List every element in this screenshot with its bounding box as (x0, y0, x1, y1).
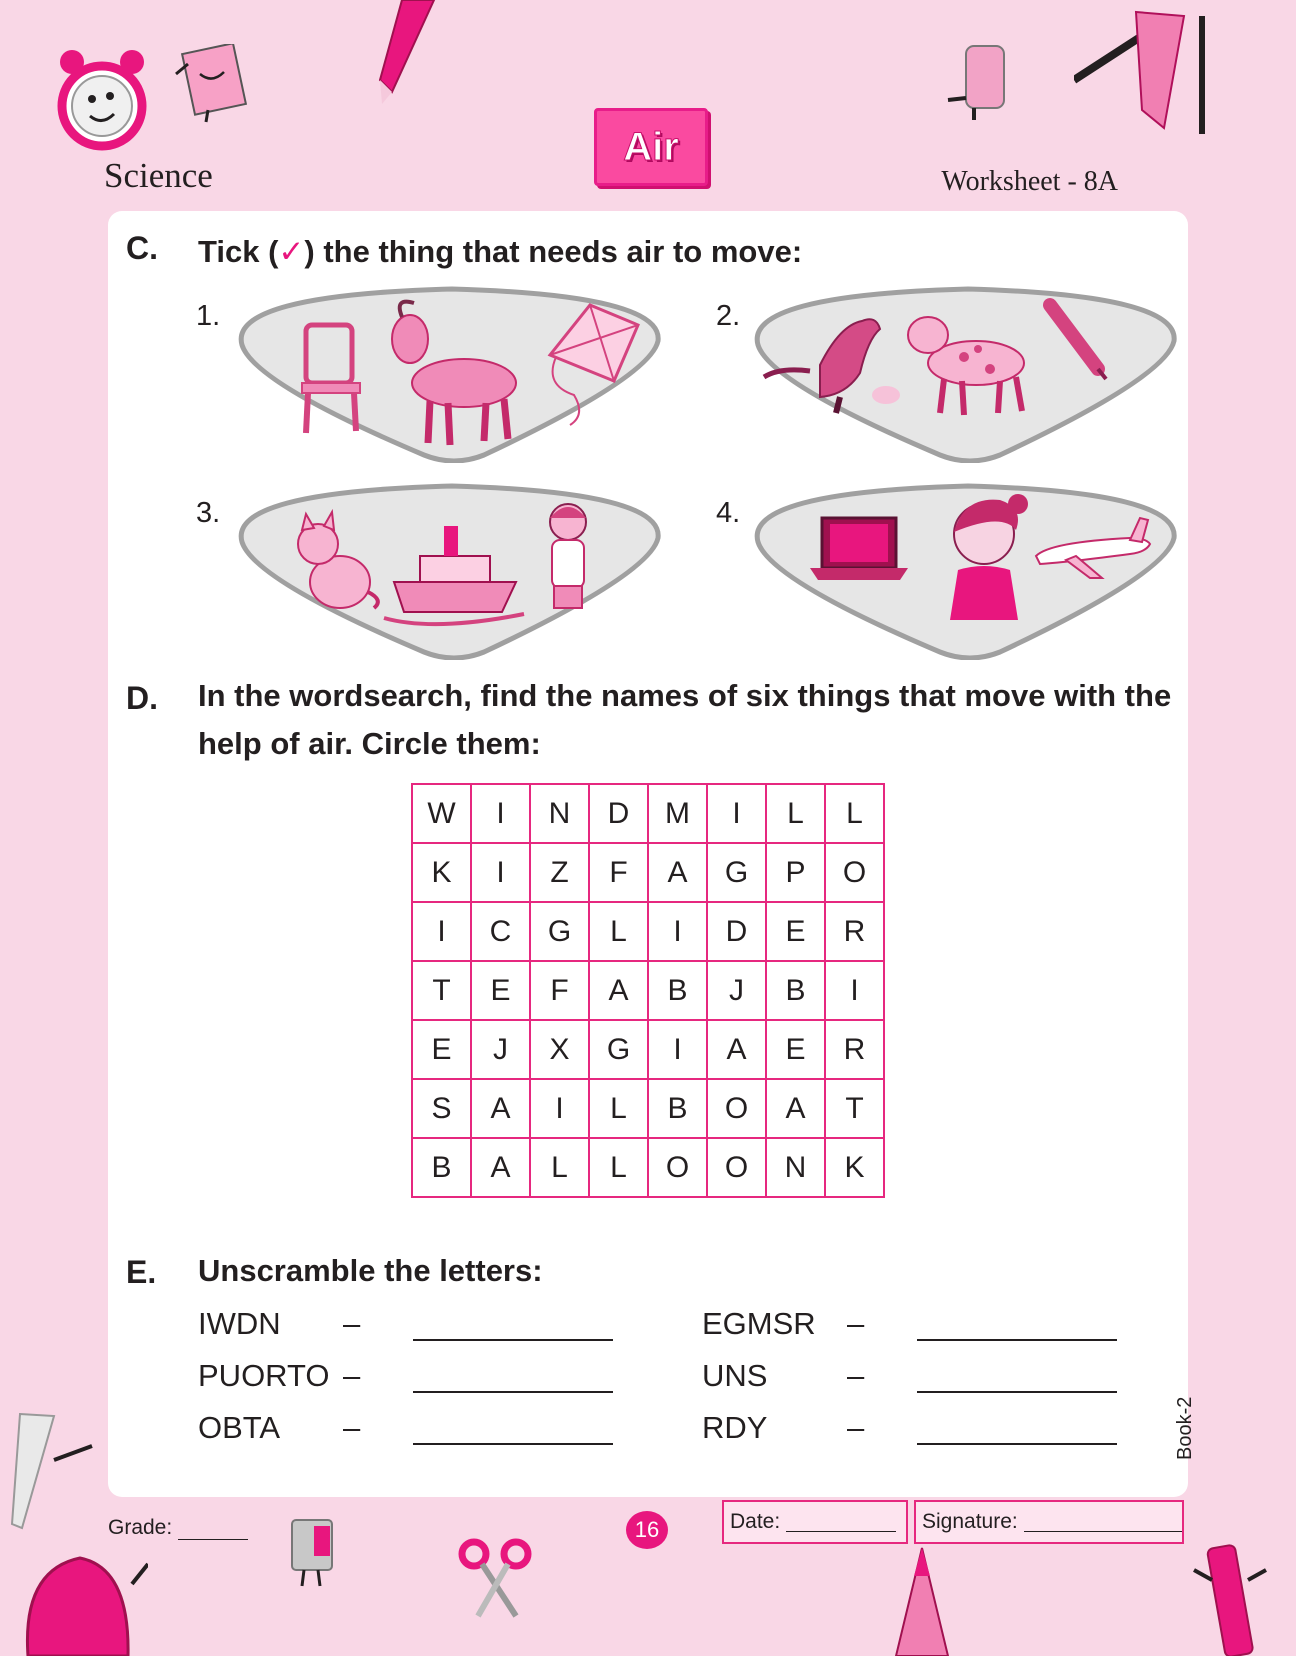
grid-cell[interactable]: T (412, 961, 471, 1020)
section-e-letter: E. (126, 1254, 157, 1290)
grid-cell[interactable]: D (707, 902, 766, 961)
grid-cell[interactable]: L (589, 1138, 648, 1197)
section-d-prompt-line2: help of air. Circle them: (198, 726, 541, 761)
grid-cell[interactable]: R (825, 902, 884, 961)
grid-cell[interactable]: I (530, 1079, 589, 1138)
grid-cell[interactable]: R (825, 1020, 884, 1079)
worksheet-number: Worksheet - 8A (941, 166, 1118, 197)
grid-cell[interactable]: G (707, 843, 766, 902)
grade-label: Grade: (108, 1516, 173, 1539)
grid-cell[interactable]: J (707, 961, 766, 1020)
grid-cell[interactable]: A (589, 961, 648, 1020)
grid-cell[interactable]: A (707, 1020, 766, 1079)
grid-cell[interactable]: B (412, 1138, 471, 1197)
answer-blank[interactable] (413, 1421, 613, 1445)
grid-row (412, 961, 884, 1020)
grid-cell[interactable]: A (648, 843, 707, 902)
grid-cell[interactable]: N (766, 1138, 825, 1197)
tick-icon: ✓ (278, 234, 305, 269)
question-number: 4. (716, 497, 741, 529)
grid-cell[interactable]: I (648, 902, 707, 961)
grid-cell[interactable]: K (412, 843, 471, 902)
grid-cell[interactable]: O (825, 843, 884, 902)
grid-cell[interactable]: J (471, 1020, 530, 1079)
answer-blank[interactable] (413, 1317, 613, 1341)
option-group-4 (750, 482, 1186, 660)
grid-cell[interactable]: G (530, 902, 589, 961)
section-e-prompt: Unscramble the letters: (198, 1253, 543, 1288)
section-d-letter: D. (126, 680, 158, 716)
grid-cell[interactable]: I (707, 784, 766, 843)
worksheet-title-badge (594, 108, 708, 186)
option-group-1 (234, 285, 670, 463)
grid-cell[interactable]: N (530, 784, 589, 843)
unscramble-row (702, 1350, 1117, 1402)
subject-label: Science (104, 156, 213, 195)
grid-cell[interactable]: F (589, 843, 648, 902)
dash: – (343, 1306, 361, 1341)
signature-label: Signature: (922, 1510, 1018, 1533)
unscramble-row (198, 1350, 613, 1402)
option-group-2 (750, 285, 1186, 463)
grid-cell[interactable]: X (530, 1020, 589, 1079)
unscramble-row (702, 1402, 1117, 1454)
answer-blank[interactable] (413, 1369, 613, 1393)
grid-cell[interactable]: E (766, 1020, 825, 1079)
grid-row (412, 784, 884, 843)
section-c-prompt (198, 228, 802, 276)
grid-cell[interactable]: I (825, 961, 884, 1020)
grid-cell[interactable]: E (412, 1020, 471, 1079)
grid-cell[interactable]: O (707, 1079, 766, 1138)
scrambled-word: IWDN (198, 1306, 281, 1341)
grid-cell[interactable]: L (589, 1079, 648, 1138)
grid-cell[interactable]: B (766, 961, 825, 1020)
grid-cell[interactable]: L (766, 784, 825, 843)
section-d-prompt-line1: In the wordsearch, find the names of six things that move with the (198, 678, 1172, 713)
grid-cell[interactable]: M (648, 784, 707, 843)
page-number-badge (626, 1511, 668, 1549)
grid-cell[interactable]: L (825, 784, 884, 843)
scrambled-word: PUORTO (198, 1358, 330, 1393)
grid-cell[interactable]: T (825, 1079, 884, 1138)
scrambled-word: OBTA (198, 1410, 281, 1445)
unscramble-row (702, 1298, 1117, 1350)
signature-field[interactable] (914, 1500, 1184, 1544)
grid-cell[interactable]: E (766, 902, 825, 961)
wordsearch-grid (411, 783, 885, 1198)
grid-cell[interactable]: I (648, 1020, 707, 1079)
ruler-character-illustration (8, 1410, 94, 1530)
unscramble-left-column (198, 1298, 613, 1454)
grid-cell[interactable]: S (412, 1079, 471, 1138)
answer-blank[interactable] (917, 1369, 1117, 1393)
eraser-character-illustration (944, 42, 1024, 122)
dash: – (847, 1358, 865, 1393)
dash: – (847, 1306, 865, 1341)
unscramble-row (198, 1298, 613, 1350)
grid-cell[interactable]: D (589, 784, 648, 843)
scissors-illustration (456, 1536, 536, 1620)
book-label: Book-2 (1174, 1396, 1196, 1460)
alarm-clock-illustration (52, 44, 152, 154)
worksheet-title: Air (623, 124, 679, 169)
grid-cell[interactable]: W (412, 784, 471, 843)
dash: – (343, 1358, 361, 1393)
grid-cell[interactable]: L (589, 902, 648, 961)
question-number: 2. (716, 300, 741, 332)
grid-cell[interactable]: B (648, 1079, 707, 1138)
scrambled-word: UNS (702, 1358, 768, 1393)
grid-cell[interactable]: Z (530, 843, 589, 902)
grid-cell[interactable]: F (530, 961, 589, 1020)
marker-character-illustration (1190, 1540, 1270, 1656)
page-number: 16 (634, 1517, 660, 1542)
unscramble-row (198, 1402, 613, 1454)
answer-blank[interactable] (917, 1421, 1117, 1445)
laptop-icon[interactable] (810, 518, 908, 580)
answer-blank[interactable] (917, 1317, 1117, 1341)
grid-cell[interactable]: C (471, 902, 530, 961)
prompt-text: Tick ( (198, 234, 279, 269)
grid-cell[interactable]: P (766, 843, 825, 902)
scrambled-word: RDY (702, 1410, 768, 1445)
grid-cell[interactable]: A (471, 1079, 530, 1138)
question-number: 1. (196, 300, 221, 332)
grid-cell[interactable]: I (471, 843, 530, 902)
scrambled-word: EGMSR (702, 1306, 816, 1341)
unscramble-right-column (702, 1298, 1117, 1454)
option-group-3 (234, 482, 670, 660)
grade-field[interactable] (108, 1516, 248, 1540)
grid-cell[interactable]: O (648, 1138, 707, 1197)
boy-icon[interactable] (550, 504, 586, 608)
grid-row (412, 902, 884, 961)
ruler-and-pencil-illustration (1074, 6, 1214, 136)
prompt-text: ) the thing that needs air to move: (304, 234, 803, 269)
grid-row (412, 1138, 884, 1197)
grid-cell[interactable]: A (766, 1079, 825, 1138)
grid-cell[interactable]: E (471, 961, 530, 1020)
grid-row (412, 1020, 884, 1079)
dash: – (343, 1410, 361, 1445)
date-field[interactable] (722, 1500, 908, 1544)
pencil-character-illustration (372, 0, 442, 110)
grid-row (412, 1079, 884, 1138)
grid-cell[interactable]: A (471, 1138, 530, 1197)
dash: – (847, 1410, 865, 1445)
section-c-letter: C. (126, 230, 158, 266)
grid-cell[interactable]: K (825, 1138, 884, 1197)
pencil-character-bottom-illustration (888, 1546, 958, 1656)
grid-cell[interactable]: L (530, 1138, 589, 1197)
grid-cell[interactable]: O (707, 1138, 766, 1197)
date-label: Date: (730, 1510, 781, 1533)
grid-row (412, 843, 884, 902)
grid-cell[interactable]: I (412, 902, 471, 961)
grid-cell[interactable]: I (471, 784, 530, 843)
question-number: 3. (196, 497, 221, 529)
grid-cell[interactable]: G (589, 1020, 648, 1079)
grid-cell[interactable]: B (648, 961, 707, 1020)
notepad-character-illustration (172, 44, 262, 124)
sharpener-character-illustration (284, 1516, 344, 1588)
